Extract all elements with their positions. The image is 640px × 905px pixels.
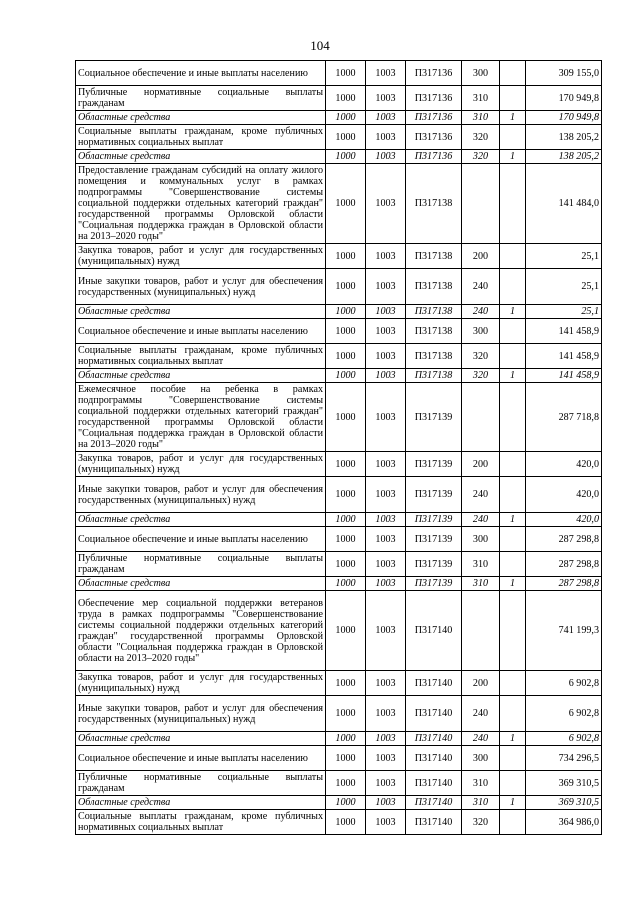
row-name-cell: Областные средства [76, 577, 326, 591]
table-row [76, 671, 602, 696]
table-row [76, 319, 602, 344]
table-row [76, 164, 602, 244]
subsection-code-cell: 1003 [366, 244, 406, 269]
amount-cell: 734 296,5 [526, 746, 602, 771]
amount-cell: 287 298,8 [526, 552, 602, 577]
fund-source-cell [500, 810, 526, 835]
row-name-cell: Иные закупки товаров, работ и услуг для обеспечения государственных (муниципальных) нужд [76, 696, 326, 732]
subsection-code-cell: 1003 [366, 577, 406, 591]
amount-cell: 369 310,5 [526, 796, 602, 810]
expense-type-cell: 320 [462, 150, 500, 164]
subsection-code-cell: 1003 [366, 269, 406, 305]
fund-source-cell [500, 61, 526, 86]
amount-cell: 6 902,8 [526, 696, 602, 732]
amount-cell: 170 949,8 [526, 111, 602, 125]
row-name-cell: Иные закупки товаров, работ и услуг для обеспечения государственных (муниципальных) нужд [76, 477, 326, 513]
expense-type-cell [462, 164, 500, 244]
target-article-cell: П317140 [406, 671, 462, 696]
fund-source-cell [500, 477, 526, 513]
fund-source-cell [500, 269, 526, 305]
target-article-cell: П317139 [406, 477, 462, 513]
expense-type-cell: 310 [462, 111, 500, 125]
amount-cell: 141 458,9 [526, 344, 602, 369]
amount-cell: 420,0 [526, 477, 602, 513]
subsection-code-cell: 1003 [366, 671, 406, 696]
fund-source-row [76, 732, 602, 746]
target-article-cell: П317140 [406, 771, 462, 796]
section-code-cell: 1000 [326, 671, 366, 696]
subsection-code-cell: 1003 [366, 125, 406, 150]
expense-type-cell: 320 [462, 344, 500, 369]
row-name-cell: Ежемесячное пособие на ребенка в рамках подпрограммы "Совершенствование системы социальной поддержки отдельных категорий граждан" государственной программы Орловской области "Социальная поддержка граждан в Орловской области на 2013–2020 годы" [76, 383, 326, 452]
subsection-code-cell: 1003 [366, 383, 406, 452]
table-row [76, 269, 602, 305]
fund-source-cell [500, 244, 526, 269]
row-name-cell: Иные закупки товаров, работ и услуг для обеспечения государственных (муниципальных) нужд [76, 269, 326, 305]
amount-cell: 6 902,8 [526, 732, 602, 746]
row-name-cell: Социальное обеспечение и иные выплаты населению [76, 746, 326, 771]
section-code-cell: 1000 [326, 591, 366, 671]
subsection-code-cell: 1003 [366, 86, 406, 111]
subsection-code-cell: 1003 [366, 61, 406, 86]
row-name-cell: Областные средства [76, 732, 326, 746]
target-article-cell: П317136 [406, 61, 462, 86]
section-code-cell: 1000 [326, 746, 366, 771]
fund-source-cell [500, 383, 526, 452]
expense-type-cell: 300 [462, 61, 500, 86]
section-code-cell: 1000 [326, 552, 366, 577]
section-code-cell: 1000 [326, 477, 366, 513]
amount-cell: 25,1 [526, 269, 602, 305]
target-article-cell: П317136 [406, 111, 462, 125]
section-code-cell: 1000 [326, 796, 366, 810]
expense-type-cell: 240 [462, 696, 500, 732]
budget-table [75, 60, 602, 835]
section-code-cell: 1000 [326, 452, 366, 477]
fund-source-cell [500, 771, 526, 796]
subsection-code-cell: 1003 [366, 111, 406, 125]
table-row [76, 771, 602, 796]
section-code-cell: 1000 [326, 111, 366, 125]
table-row [76, 61, 602, 86]
subsection-code-cell: 1003 [366, 150, 406, 164]
subsection-code-cell: 1003 [366, 452, 406, 477]
expense-type-cell: 240 [462, 732, 500, 746]
target-article-cell: П317139 [406, 577, 462, 591]
row-name-cell: Публичные нормативные социальные выплаты гражданам [76, 552, 326, 577]
table-row [76, 591, 602, 671]
section-code-cell: 1000 [326, 732, 366, 746]
section-code-cell: 1000 [326, 61, 366, 86]
amount-cell: 420,0 [526, 513, 602, 527]
subsection-code-cell: 1003 [366, 164, 406, 244]
amount-cell: 741 199,3 [526, 591, 602, 671]
section-code-cell: 1000 [326, 810, 366, 835]
table-row [76, 552, 602, 577]
section-code-cell: 1000 [326, 244, 366, 269]
row-name-cell: Социальные выплаты гражданам, кроме публичных нормативных социальных выплат [76, 810, 326, 835]
section-code-cell: 1000 [326, 369, 366, 383]
fund-source-cell [500, 671, 526, 696]
target-article-cell: П317138 [406, 344, 462, 369]
row-name-cell: Областные средства [76, 513, 326, 527]
subsection-code-cell: 1003 [366, 591, 406, 671]
section-code-cell: 1000 [326, 269, 366, 305]
fund-source-cell: 1 [500, 111, 526, 125]
fund-source-cell [500, 591, 526, 671]
section-code-cell: 1000 [326, 344, 366, 369]
table-row [76, 125, 602, 150]
section-code-cell: 1000 [326, 527, 366, 552]
target-article-cell: П317140 [406, 732, 462, 746]
expense-type-cell: 310 [462, 796, 500, 810]
row-name-cell: Областные средства [76, 111, 326, 125]
target-article-cell: П317138 [406, 164, 462, 244]
amount-cell: 420,0 [526, 452, 602, 477]
target-article-cell: П317136 [406, 150, 462, 164]
expense-type-cell: 310 [462, 86, 500, 111]
expense-type-cell: 200 [462, 452, 500, 477]
target-article-cell: П317139 [406, 452, 462, 477]
expense-type-cell [462, 591, 500, 671]
amount-cell: 364 986,0 [526, 810, 602, 835]
fund-source-cell [500, 452, 526, 477]
amount-cell: 25,1 [526, 244, 602, 269]
fund-source-cell [500, 527, 526, 552]
subsection-code-cell: 1003 [366, 732, 406, 746]
table-row [76, 527, 602, 552]
table-row [76, 746, 602, 771]
subsection-code-cell: 1003 [366, 696, 406, 732]
row-name-cell: Предоставление гражданам субсидий на оплату жилого помещения и коммунальных услуг в рамках подпрограммы "Совершенствование системы социальной поддержки отдельных категорий граждан" государственной программы Орловской области "Социальная поддержка граждан в Орловской области на 2013–2020 годы" [76, 164, 326, 244]
row-name-cell: Областные средства [76, 305, 326, 319]
table-row [76, 477, 602, 513]
expense-type-cell: 300 [462, 527, 500, 552]
fund-source-row [76, 577, 602, 591]
budget-table-body [76, 61, 602, 835]
table-row [76, 344, 602, 369]
subsection-code-cell: 1003 [366, 305, 406, 319]
target-article-cell: П317139 [406, 552, 462, 577]
section-code-cell: 1000 [326, 577, 366, 591]
expense-type-cell: 320 [462, 810, 500, 835]
fund-source-cell [500, 125, 526, 150]
expense-type-cell: 200 [462, 671, 500, 696]
section-code-cell: 1000 [326, 164, 366, 244]
subsection-code-cell: 1003 [366, 477, 406, 513]
subsection-code-cell: 1003 [366, 513, 406, 527]
section-code-cell: 1000 [326, 305, 366, 319]
table-row [76, 86, 602, 111]
target-article-cell: П317138 [406, 319, 462, 344]
page-number: 104 [310, 38, 330, 53]
fund-source-row [76, 150, 602, 164]
fund-source-cell: 1 [500, 513, 526, 527]
amount-cell: 369 310,5 [526, 771, 602, 796]
fund-source-cell [500, 86, 526, 111]
target-article-cell: П317136 [406, 86, 462, 111]
subsection-code-cell: 1003 [366, 344, 406, 369]
expense-type-cell [462, 383, 500, 452]
target-article-cell: П317140 [406, 696, 462, 732]
expense-type-cell: 200 [462, 244, 500, 269]
section-code-cell: 1000 [326, 771, 366, 796]
amount-cell: 138 205,2 [526, 150, 602, 164]
row-name-cell: Социальное обеспечение и иные выплаты населению [76, 61, 326, 86]
expense-type-cell: 310 [462, 771, 500, 796]
amount-cell: 25,1 [526, 305, 602, 319]
fund-source-cell [500, 746, 526, 771]
amount-cell: 287 298,8 [526, 527, 602, 552]
section-code-cell: 1000 [326, 86, 366, 111]
fund-source-cell [500, 164, 526, 244]
target-article-cell: П317139 [406, 513, 462, 527]
row-name-cell: Социальные выплаты гражданам, кроме публичных нормативных социальных выплат [76, 344, 326, 369]
table-row [76, 244, 602, 269]
row-name-cell: Закупка товаров, работ и услуг для государственных (муниципальных) нужд [76, 452, 326, 477]
row-name-cell: Социальные выплаты гражданам, кроме публичных нормативных социальных выплат [76, 125, 326, 150]
target-article-cell: П317138 [406, 244, 462, 269]
expense-type-cell: 320 [462, 369, 500, 383]
subsection-code-cell: 1003 [366, 552, 406, 577]
expense-type-cell: 240 [462, 269, 500, 305]
fund-source-cell: 1 [500, 732, 526, 746]
target-article-cell: П317139 [406, 383, 462, 452]
fund-source-cell: 1 [500, 577, 526, 591]
target-article-cell: П317138 [406, 305, 462, 319]
fund-source-row [76, 305, 602, 319]
section-code-cell: 1000 [326, 383, 366, 452]
amount-cell: 141 458,9 [526, 319, 602, 344]
section-code-cell: 1000 [326, 319, 366, 344]
section-code-cell: 1000 [326, 125, 366, 150]
target-article-cell: П317140 [406, 810, 462, 835]
expense-type-cell: 300 [462, 746, 500, 771]
target-article-cell: П317140 [406, 591, 462, 671]
subsection-code-cell: 1003 [366, 369, 406, 383]
target-article-cell: П317138 [406, 269, 462, 305]
amount-cell: 141 458,9 [526, 369, 602, 383]
section-code-cell: 1000 [326, 513, 366, 527]
row-name-cell: Областные средства [76, 796, 326, 810]
fund-source-cell [500, 319, 526, 344]
table-row [76, 696, 602, 732]
fund-source-row [76, 796, 602, 810]
section-code-cell: 1000 [326, 150, 366, 164]
subsection-code-cell: 1003 [366, 746, 406, 771]
fund-source-row [76, 111, 602, 125]
amount-cell: 138 205,2 [526, 125, 602, 150]
fund-source-cell [500, 344, 526, 369]
expense-type-cell: 310 [462, 577, 500, 591]
section-code-cell: 1000 [326, 696, 366, 732]
target-article-cell: П317140 [406, 746, 462, 771]
row-name-cell: Обеспечение мер социальной поддержки ветеранов труда в рамках подпрограммы "Совершенствование системы социальной поддержки отдельных категорий граждан" государственной программы Орловской области "Социальная поддержка граждан в Орловской области на 2013–2020 годы" [76, 591, 326, 671]
expense-type-cell: 240 [462, 305, 500, 319]
table-row [76, 452, 602, 477]
fund-source-cell: 1 [500, 369, 526, 383]
amount-cell: 141 484,0 [526, 164, 602, 244]
row-name-cell: Областные средства [76, 369, 326, 383]
subsection-code-cell: 1003 [366, 771, 406, 796]
amount-cell: 6 902,8 [526, 671, 602, 696]
expense-type-cell: 240 [462, 477, 500, 513]
expense-type-cell: 310 [462, 552, 500, 577]
subsection-code-cell: 1003 [366, 796, 406, 810]
expense-type-cell: 300 [462, 319, 500, 344]
target-article-cell: П317138 [406, 369, 462, 383]
fund-source-cell: 1 [500, 150, 526, 164]
row-name-cell: Областные средства [76, 150, 326, 164]
target-article-cell: П317140 [406, 796, 462, 810]
expense-type-cell: 320 [462, 125, 500, 150]
fund-source-cell [500, 552, 526, 577]
row-name-cell: Публичные нормативные социальные выплаты гражданам [76, 771, 326, 796]
table-row [76, 383, 602, 452]
subsection-code-cell: 1003 [366, 319, 406, 344]
row-name-cell: Закупка товаров, работ и услуг для государственных (муниципальных) нужд [76, 671, 326, 696]
fund-source-cell [500, 696, 526, 732]
fund-source-row [76, 369, 602, 383]
row-name-cell: Социальное обеспечение и иные выплаты населению [76, 319, 326, 344]
expense-type-cell: 240 [462, 513, 500, 527]
amount-cell: 309 155,0 [526, 61, 602, 86]
row-name-cell: Публичные нормативные социальные выплаты гражданам [76, 86, 326, 111]
amount-cell: 170 949,8 [526, 86, 602, 111]
table-row [76, 810, 602, 835]
row-name-cell: Социальное обеспечение и иные выплаты населению [76, 527, 326, 552]
fund-source-cell: 1 [500, 305, 526, 319]
target-article-cell: П317139 [406, 527, 462, 552]
fund-source-cell: 1 [500, 796, 526, 810]
fund-source-row [76, 513, 602, 527]
target-article-cell: П317136 [406, 125, 462, 150]
amount-cell: 287 298,8 [526, 577, 602, 591]
subsection-code-cell: 1003 [366, 527, 406, 552]
row-name-cell: Закупка товаров, работ и услуг для государственных (муниципальных) нужд [76, 244, 326, 269]
subsection-code-cell: 1003 [366, 810, 406, 835]
amount-cell: 287 718,8 [526, 383, 602, 452]
